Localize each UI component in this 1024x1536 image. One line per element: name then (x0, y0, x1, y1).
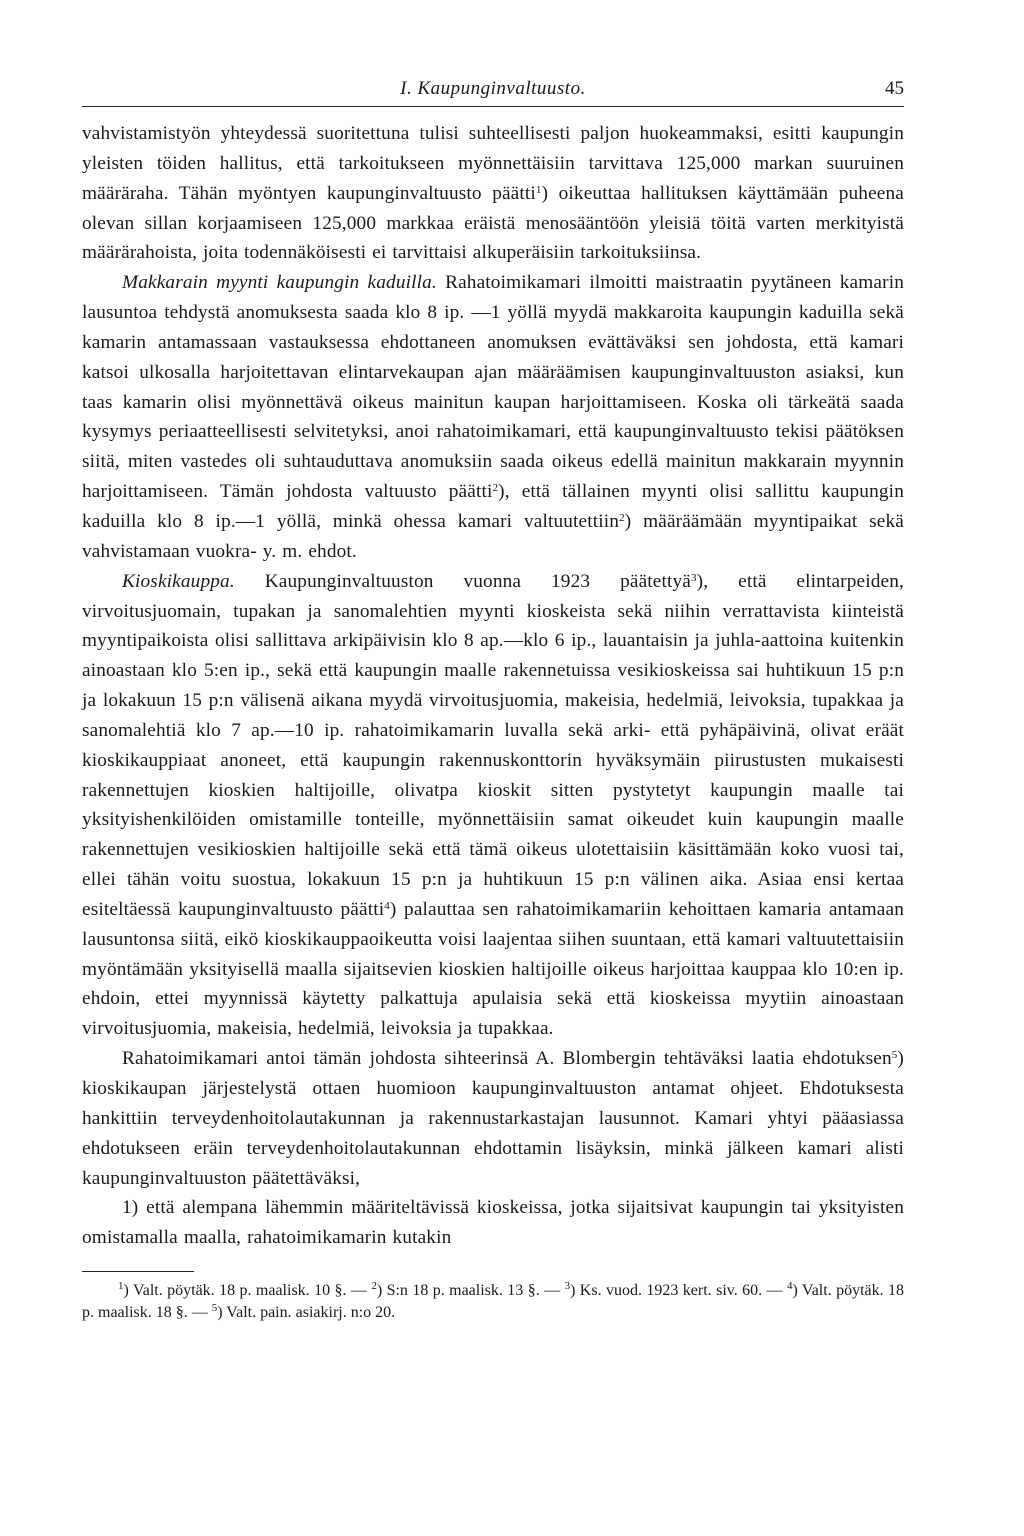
footnote-text: ) Valt. pöytäk. 18 p. maalisk. 18 §. (82, 1282, 905, 1322)
footnote-text: ) Ks. vuod. 1923 kert. siv. 60. (570, 1282, 763, 1300)
paragraph (82, 119, 904, 268)
paragraph-text: ) määräämään myyntipaikat sekä vahvistamaan vuokra- y. m. ehdot. (82, 510, 904, 562)
footnote-ref: 1 (535, 183, 542, 196)
body-text (82, 119, 904, 1253)
footnote-ref: 2 (619, 511, 625, 524)
footnote-text: ) S:n 18 p. maalisk. 13 §. (376, 1282, 540, 1300)
footnote-marker: 2 (371, 1280, 377, 1293)
paragraph-text: ), että elintarpeiden, virvoitusjuomain, tupakan ja sanomalehtien myynti kioskeista sekä niihin verrattavista kiinteistä myyntipaikoista olisi sallittava arkipäivisin klo 8 ap.—klo 6 ip., lauantaisin ja juhla-aattoina kuitenkin ainoastaan klo 5:en ip., sekä että kaupungin maalle rakennetuissa vesikioskeissa sai huhtikuun 15 p:n ja lokakuun 15 p:n välisenä aikana myydä virvoitusjuomia, makeisia, hedelmiä, leivoksia, tupakkaa ja sanomalehtiä klo 7 ap.—10 ip. rahatoimikamarin luvalla sekä arki- että pyhäpäivinä, olivat eräät kioskikauppiaat anoneet, että kaupungin rakennuskonttorin hyväksymäin piirustusten mukaisesti rakennettujen kioskien haltijoille, olivatpa kioskit sitten pystytetyt kaupungin maalle tai yksityishenkilöiden omistamille tonteille, myönnettäisiin samat oikeudet kuin kaupungin maalle rakennettujen vesikioskien haltijoille sekä että tämä oikeus ulotettaisiin käsittämään koko vuosi tai, ellei tähän voitu suostua, lokakuun 15 p:n ja huhtikuun 15 p:n välinen aika. Asiaa ensi kertaa esiteltäessä kaupunginvaltuusto päätti (82, 570, 904, 920)
section-heading: Kioskikauppa. (122, 570, 235, 592)
page-number: 45 (885, 78, 904, 99)
footnote-marker: 3 (564, 1280, 571, 1293)
paragraph-text: Rahatoimikamari antoi tämän johdosta sihteerinsä A. Blombergin tehtäväksi laatia ehdotuksen (122, 1048, 892, 1070)
footnote-ref: 3 (691, 571, 697, 584)
footnote-separator: — (346, 1282, 372, 1300)
footnote-marker: 1 (118, 1280, 124, 1293)
footnote-divider (82, 1271, 194, 1272)
paragraph (82, 268, 904, 566)
section-heading: Makkarain myynti kaupungin kaduilla. (122, 272, 437, 294)
paragraph-text: ), että tällainen myynti olisi sallittu kaupungin kaduilla klo 8 ip.—1 yöllä, minkä ohessa kamari valtuutettiin (82, 481, 904, 532)
paragraph-text: Kaupunginvaltuuston vuonna 1923 päätettyä (234, 570, 692, 592)
footnote-text: ) Valt. pöytäk. 18 p. maalisk. 10 §. (123, 1282, 347, 1300)
paragraph-text: 1) että alempana lähemmin määriteltävissä kioskeissa, jotka sijaitsivat kaupungin tai yksityisten omistamalla maalla, rahatoimikamarin kutakin (82, 1197, 904, 1249)
paragraph (82, 567, 904, 1045)
running-header (82, 70, 904, 107)
footnotes (82, 1280, 904, 1324)
footnote-ref: 2 (492, 482, 499, 495)
paragraph (82, 1044, 904, 1193)
document-page (82, 70, 904, 1490)
paragraph-text: ) kioskikaupan järjestelystä ottaen huomioon kaupunginvaltuuston antamat ohjeet. Ehdotuksesta hankittiin terveydenhoitolautakunnan ja rakennustarkastajan lausunnot. Kamari yhtyi pääasiassa ehdotukseen eräin terveydenhoitolautakunnan ehdottamin lisäyksin, minkä jälkeen kamari alisti kaupunginvaltuuston päätettäväksi, (82, 1048, 904, 1189)
footnote-block (82, 1280, 904, 1324)
footnote-marker: 5 (211, 1302, 218, 1315)
paragraph-text: Rahatoimikamari ilmoitti maistraatin pyytäneen kamarin lausuntoa tehdystä anomuksesta saada klo 8 ip. —1 yöllä myydä makkaroita kaupungin kaduilla sekä kamarin antamassaan vastauksessa ehdottaneen anomuksen evättäväksi sen johdosta, että kamari katsoi ulkosalla harjoitettavan elintarvekaupan ajan määräämisen kaupunginvaltuuston asiaksi, kun taas kamarin olisi myönnettävä oikeus mainitun kaupan harjoittamiseen. Koska oli tärkeätä saada kysymys periaatteellisesti selvitetyksi, anoi rahatoimikamari, että kaupunginvaltuusto tekisi päätöksen siitä, miten vastedes oli suhtauduttava anomuksiin saada oikeus edellä mainitun makkarain myynnin harjoittamiseen. Tämän johdosta valtuusto päätti (82, 272, 904, 503)
footnote-separator: — (187, 1304, 212, 1322)
running-title: I. Kaupunginvaltuusto. (400, 78, 586, 99)
footnote-ref: 5 (891, 1049, 898, 1062)
footnote-separator: — (762, 1282, 787, 1300)
footnote-marker: 4 (786, 1280, 793, 1293)
footnote-text: ) Valt. pain. asiakirj. n:o 20. (217, 1304, 396, 1322)
paragraph (82, 1193, 904, 1253)
footnote-separator: — (539, 1282, 565, 1300)
paragraph-text: ) palauttaa sen rahatoimikamariin kehoittaen kamaria antamaan lausuntonsa siitä, eikö kioskikauppaoikeutta voisi laajentaa siihen suuntaan, että kamari valtuutettaisiin myöntämään yksityisellä maalla sijaitsevien kioskien haltijoille oikeus harjoittaa kauppaa klo 10:en ip. ehdoin, ettei myynnissä käytetty palkattuja apulaisia sekä että kioskeissa myytiin ainoastaan virvoitusjuomia, makeisia, hedelmiä, leivoksia ja tupakkaa. (82, 898, 904, 1040)
paragraph-text: ) oikeuttaa hallituksen käyttämään puheena olevan sillan korjaamiseen 125,000 markkaa eräistä menosääntöön yleisiä töitä varten merkityistä määrärahoista, joita todennäköisesti ei tarvittaisi alkuperäisiin tarkoituksiinsa. (82, 182, 904, 264)
footnote-ref: 4 (384, 899, 390, 912)
paragraph-text: vahvistamistyön yhteydessä suoritettuna tulisi suhteellisesti paljon huokeammaksi, esitti kaupungin yleisten töiden hallitus, että tarkoitukseen myönnettäisiin tarvittava 125,000 markan suuruinen määräraha. Tähän myöntyen kaupunginvaltuusto päätti (82, 123, 904, 204)
